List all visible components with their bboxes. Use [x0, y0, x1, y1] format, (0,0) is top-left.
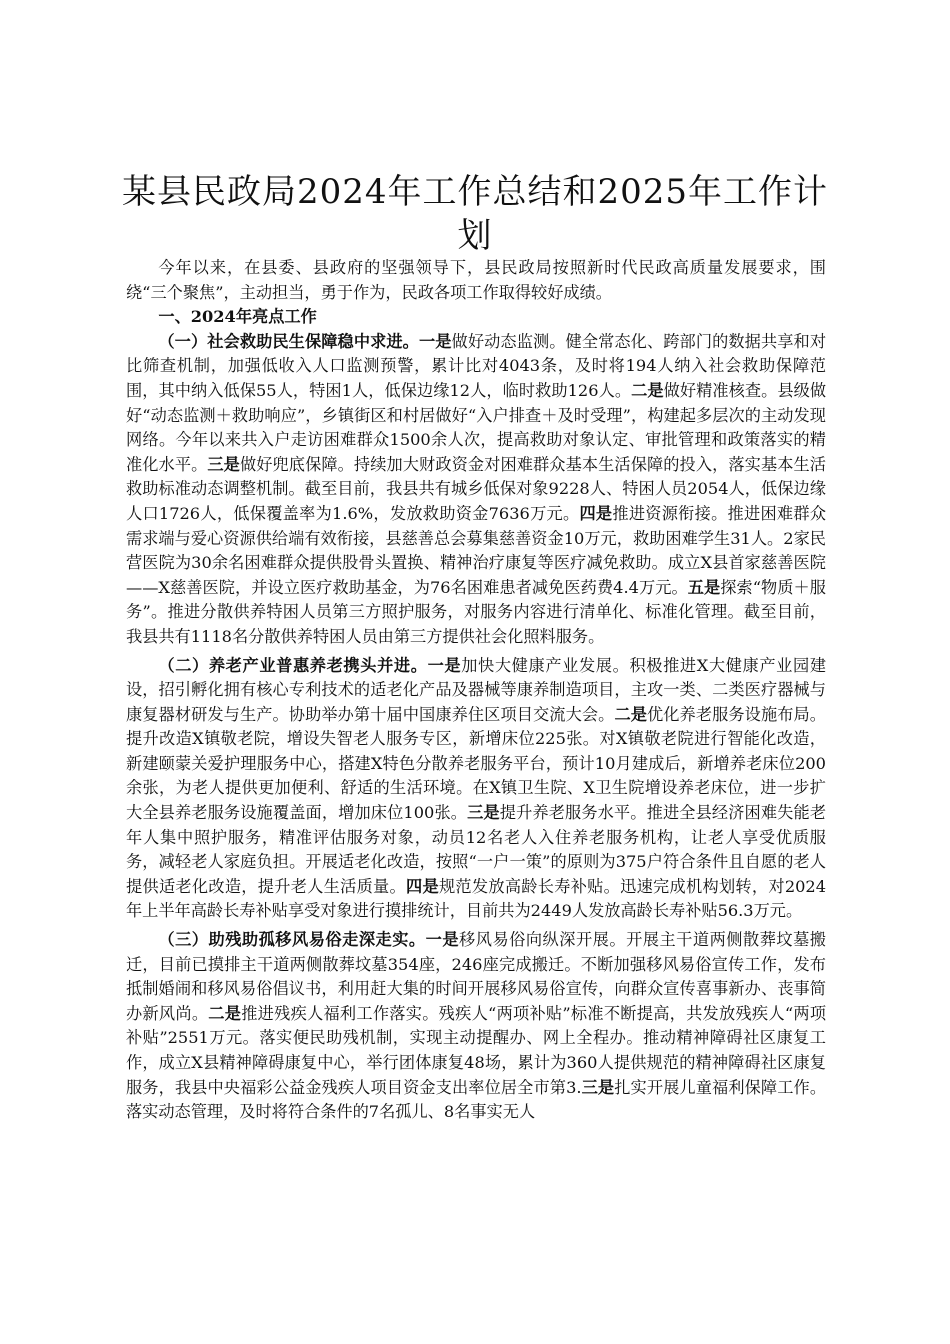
- section-paragraph-1: [126, 330, 826, 650]
- section-heading: （一）社会救助民生保障稳中求进。: [158, 331, 419, 351]
- item-text: 做好兜底保障。持续加大财政资金对困难群众基本生活保障的投入，落实基本生活救助标准动态调整机制。截至目前，我县共有城乡低保对象9228人、特困人员2054人，低保边缘人口1726人，低保覆盖率为1.6%，发放救助资金7636万元。: [126, 454, 826, 523]
- item-label: 四是: [406, 876, 439, 896]
- item-text: 移风易俗向纵深开展。开展主干道两侧散葬坟墓搬迁，目前已摸排主干道两侧散葬坟墓354座，246座完成搬迁。不断加强移风易俗宣传工作，发布抵制婚闹和移风易俗倡议书，利用赶大集的时间开展移风易俗宣传，向群众宣传喜事新办、丧事简办新风尚。: [126, 930, 826, 1023]
- item-label: 二是: [614, 704, 647, 724]
- item-text: 推进资源衔接。推进困难群众需求端与爱心资源供给端有效衔接，县慈善总会募集慈善资金10万元，救助困难学生31人。2家民营医院为30余名困难群众提供股骨头置换、精神治疗康复等医疗减免救助。成立X县首家慈善医院——X慈善医院，并设立医疗救助基金，为76名困难患者减免医药费4.4万元。: [126, 503, 827, 597]
- item-text: 扎实开展儿童福利保障工作。落实动态管理，及时将符合条件的7名孤儿、8名事实无人: [126, 1077, 827, 1122]
- item-label: 三是: [467, 803, 500, 823]
- item-text: 优化养老服务设施布局。提升改造X镇敬老院，增设失智老人服务专区，新增床位225张。对X镇敬老院进行智能化改造，新建颐蒙关爱护理服务中心，搭建X特色分散养老服务平台，预计10月建成后，新增养老床位200余张，为老人提供更加便利、舒适的生活环境。在X镇卫生院、X卫生院增设养老床位，进一步扩大全县养老服务设施覆盖面，增加床位100张。: [126, 704, 826, 823]
- item-label: 一是: [427, 655, 462, 675]
- item-text: 做好动态监测。健全常态化、跨部门的数据共享和对比筛查机制，加强低收入人口监测预警，累计比对4043条，及时将194人纳入社会救助保障范围，其中纳入低保55人，特困1人，低保边缘12人，临时救助126人。: [126, 331, 827, 400]
- item-text: 规范发放高龄长寿补贴。迅速完成机构划转，对2024年上半年高龄长寿补贴享受对象进行摸排统计，目前共为2449人发放高龄长寿补贴56.3万元。: [126, 876, 827, 921]
- section-paragraph-3: [126, 928, 826, 1125]
- item-text: 做好精准核查。县级做好“动态监测＋救助响应”，乡镇街区和村居做好“入户排查＋及时受理”，构建起多层次的主动发现网络。今年以来共入户走访困难群众1500余人次，提高救助对象认定、审批管理和政策落实的精准化水平。: [126, 380, 827, 474]
- section-heading: （二）养老产业普惠养老携头并进。: [158, 655, 428, 675]
- item-label: 四是: [579, 503, 613, 523]
- item-text: 探索“物质＋服务”。推进分散供养特困人员第三方照护服务，对服务内容进行清单化、标准化管理。截至目前，我县共有1118名分散供养特困人员由第三方提供社会化照料服务。: [126, 577, 826, 646]
- section-paragraph-2: [126, 654, 826, 925]
- page-title: [110, 170, 840, 258]
- item-label: 五是: [687, 577, 721, 597]
- section-heading: （三）助残助孤移风易俗走深走实。: [158, 930, 426, 950]
- item-label: 一是: [418, 331, 452, 351]
- item-label: 一是: [425, 930, 460, 950]
- item-text: 提升养老服务水平。推进全县经济困难失能老年人集中照护服务，精准评估服务对象，动员12名老人入住养老服务机构，让老人享受优质服务，减轻老人家庭负担。开展适老化改造，按照“一户一策”的原则为375户符合条件且自愿的老人提供适老化改造，提升老人生活质量。: [126, 803, 827, 896]
- intro-paragraph: 今年以来，在县委、县政府的坚强领导下，县民政局按照新时代民政高质量发展要求，围绕“三个聚焦”，主动担当，勇于作为，民政各项工作取得较好成绩。: [126, 258, 826, 302]
- item-label: 三是: [581, 1077, 615, 1097]
- section-heading-1: 一、2024年亮点工作: [158, 307, 317, 327]
- title-line-2: 划: [457, 216, 493, 256]
- item-text: 推进残疾人福利工作落实。残疾人“两项补贴”标准不断提高，共发放残疾人“两项补贴”2551万元。落实便民助残机制，实现主动提醒办、网上全程办。推动精神障碍社区康复工作，成立X县精神障碍康复中心，举行团体康复48场，累计为360人提供规范的精神障碍社区康复服务，我县中央福彩公益金残疾人项目资金支出率位居全市第3.: [126, 1003, 827, 1097]
- document-body: [126, 256, 826, 1125]
- item-label: 二是: [631, 380, 664, 400]
- item-label: 二是: [208, 1003, 242, 1023]
- item-label: 三是: [207, 454, 240, 474]
- title-line-1: 某县民政局2024年工作总结和2025年工作计: [121, 172, 829, 212]
- item-text: 加快大健康产业发展。积极推进X大健康产业园建设，招引孵化拥有核心专利技术的适老化产品及器械等康养制造项目，主攻一类、二类医疗器械与康复器材研发与生产。协助举办第十届中国康养住区项目交流大会。: [126, 655, 827, 724]
